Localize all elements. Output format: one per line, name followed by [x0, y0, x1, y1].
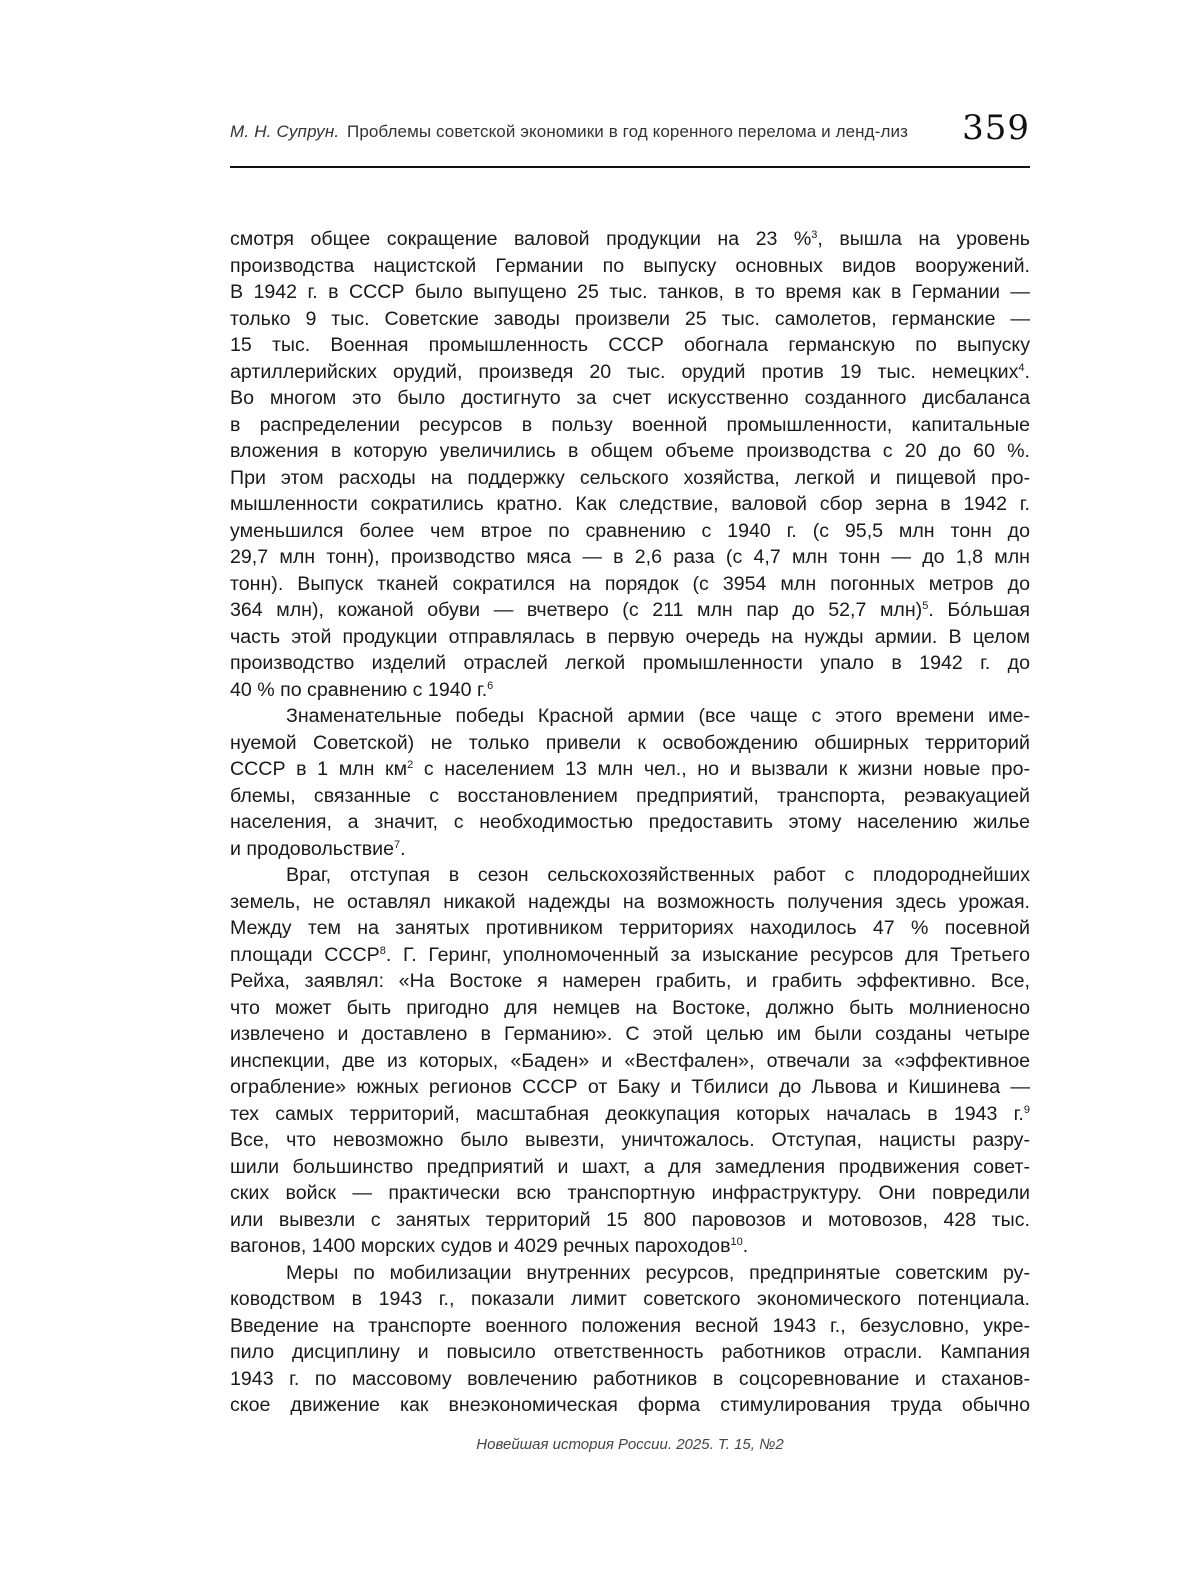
text-line: 40 % по сравнению с 1940 г.$^6$	[230, 678, 494, 701]
text-line: или вывезли с занятых территорий 15 800 паровозов и мотовозов, 428 тыс.	[230, 1208, 1030, 1231]
footnote-ref: 8	[379, 944, 386, 957]
header-rule	[230, 166, 1030, 168]
running-head-author: М. Н. Супрун.	[230, 122, 340, 141]
text-line: артиллерийских орудий, произведя 20 тыс. орудий против 19 тыс. немецких$^4$.	[230, 360, 1030, 383]
text-line: Во многом это было достигнуто за счет искусственно созданного дисбаланса	[230, 387, 1030, 409]
text-line: Меры по мобилизации внутренних ресурсов, предпринятые советским ру-	[286, 1261, 1030, 1284]
footnote-ref: 7	[394, 838, 401, 851]
text-line: нуемой Советской) не только привели к освобождению обширных территорий	[230, 731, 1030, 754]
text-line: ководством в 1943 г., показали лимит советского экономического потенциала.	[230, 1288, 1030, 1310]
footnote-ref: 6	[487, 679, 494, 692]
text-line: тех самых территорий, масштабная деоккупация которых началась в 1943 г.$^9$	[230, 1102, 1030, 1125]
footnote-ref: 4	[1018, 361, 1025, 374]
text-line: уменьшился более чем втрое по сравнению с 1940 г. (с 95,5 млн тонн до	[230, 519, 1030, 542]
text-line: СССР в 1 млн $км^2$ с населением 13 млн чел., но и вызвали к жизни новые про-	[230, 758, 1031, 780]
text-line: 364 млн), кожаной обуви — вчетверо (с 211 млн пар до 52,7 млн)$^5$. Бóльшая	[230, 599, 1030, 621]
footnote-ref: 9	[1023, 1103, 1030, 1116]
paragraph	[230, 703, 1030, 862]
text-line: только 9 тыс. Советские заводы произвели 25 тыс. самолетов, германские —	[230, 307, 1030, 330]
text-line: и продовольствие$^7$.	[230, 837, 406, 860]
text-line: населения, а значит, с необходимостью предоставить этому населению жилье	[230, 811, 1030, 833]
text-line: производства нацистской Германии по выпуску основных видов вооружений.	[230, 254, 1030, 277]
text-line: шили большинство предприятий и шахт, а для замедления продвижения совет-	[230, 1155, 1030, 1178]
text-line: площади СССР$^8$. Г. Геринг, уполномоченный за изыскание ресурсов для Третьего	[230, 943, 1030, 966]
text-line: 1943 г. по массовому вовлечению работников в соцсоревнование и стаханов-	[230, 1367, 1030, 1390]
paragraph	[230, 1260, 1030, 1419]
running-head-title: Проблемы советской экономики в год коренного перелома и ленд-лиз	[347, 122, 908, 141]
text-line: Рейха, заявлял: «На Востоке я намерен грабить, и грабить эффективно. Все,	[230, 970, 1030, 992]
text-line: производство изделий отраслей легкой промышленности упало в 1942 г. до	[230, 652, 1030, 674]
footnote-ref: 5	[922, 600, 929, 612]
text-line: тонн). Выпуск тканей сократился на порядок (с 3954 млн погонных метров до	[230, 572, 1030, 595]
text-line: ских войск — практически всю транспортную инфраструктуру. Они повредили	[230, 1182, 1030, 1204]
running-head	[230, 108, 1030, 156]
text-line: извлечено и доставлено в Германию». С этой целью им были созданы четыре	[230, 1023, 1030, 1045]
article-body	[230, 226, 1030, 1419]
text-line: часть этой продукции отправлялась в первую очередь на нужды армии. В целом	[230, 625, 1030, 648]
journal-footer: Новейшая история России. 2025. Т. 15, №2	[476, 1436, 784, 1453]
text-line: в распределении ресурсов в пользу военной промышленности, капитальные	[230, 413, 1030, 436]
text-line: Между тем на занятых противником территориях находилось 47 % посевной	[230, 917, 1030, 939]
text-line: Враг, отступая в сезон сельскохозяйственных работ с плодороднейших	[286, 864, 1030, 886]
footnote-ref: 2	[407, 759, 414, 771]
text-line: что может быть пригодно для немцев на Востоке, должно быть молниеносно	[230, 996, 1030, 1019]
text-line: смотря общее сокращение валовой продукции на 23 %$^3$, вышла на уровень	[230, 228, 1030, 250]
text-line: 29,7 млн тонн), производство мяса — в 2,6 раза (с 4,7 млн тонн — до 1,8 млн	[230, 546, 1030, 568]
text-line: Введение на транспорте военного положения весной 1943 г., безусловно, укре-	[230, 1314, 1030, 1337]
text-line: пило дисциплину и повысило ответственность работников отрасли. Кампания	[230, 1341, 1030, 1363]
text-line: земель, не оставлял никакой надежды на возможность получения здесь урожая.	[230, 890, 1030, 913]
text-line: Все, что невозможно было вывезти, уничтожалось. Отступая, нацисты разру-	[230, 1129, 1030, 1151]
footnote-ref: 10	[730, 1236, 743, 1248]
text-line: блемы, связанные с восстановлением предприятий, транспорта, реэвакуацией	[230, 784, 1030, 807]
text-line: инспекции, две из которых, «Баден» и «Вестфален», отвечали за «эффективное	[230, 1049, 1030, 1072]
text-line: При этом расходы на поддержку сельского хозяйства, легкой и пищевой про-	[230, 466, 1030, 489]
text-line: вложения в которую увеличились в общем объеме производства с 20 до 60 %.	[230, 440, 1030, 462]
text-line: Знаменательные победы Красной армии (все чаще с этого времени име-	[286, 705, 1030, 727]
text-line: ограбление» южных регионов СССР от Баку и Тбилиси до Львова и Кишинева —	[230, 1076, 1030, 1098]
footnote-ref: 3	[811, 229, 818, 241]
paragraph	[230, 226, 1030, 703]
text-line: ское движение как внеэкономическая форма стимулирования труда обычно	[230, 1394, 1030, 1416]
page-number: 359	[962, 108, 1030, 148]
text-line: мышленности сократились кратно. Как следствие, валовой сбор зерна в 1942 г.	[230, 493, 1030, 515]
text-line: вагонов, 1400 морских судов и 4029 речных пароходов$^{10}$.	[230, 1235, 749, 1257]
text-line: 15 тыс. Военная промышленность СССР обогнала германскую по выпуску	[230, 334, 1030, 356]
paragraph	[230, 862, 1030, 1260]
text-line: В 1942 г. в СССР было выпущено 25 тыс. танков, в то время как в Германии —	[230, 281, 1030, 303]
